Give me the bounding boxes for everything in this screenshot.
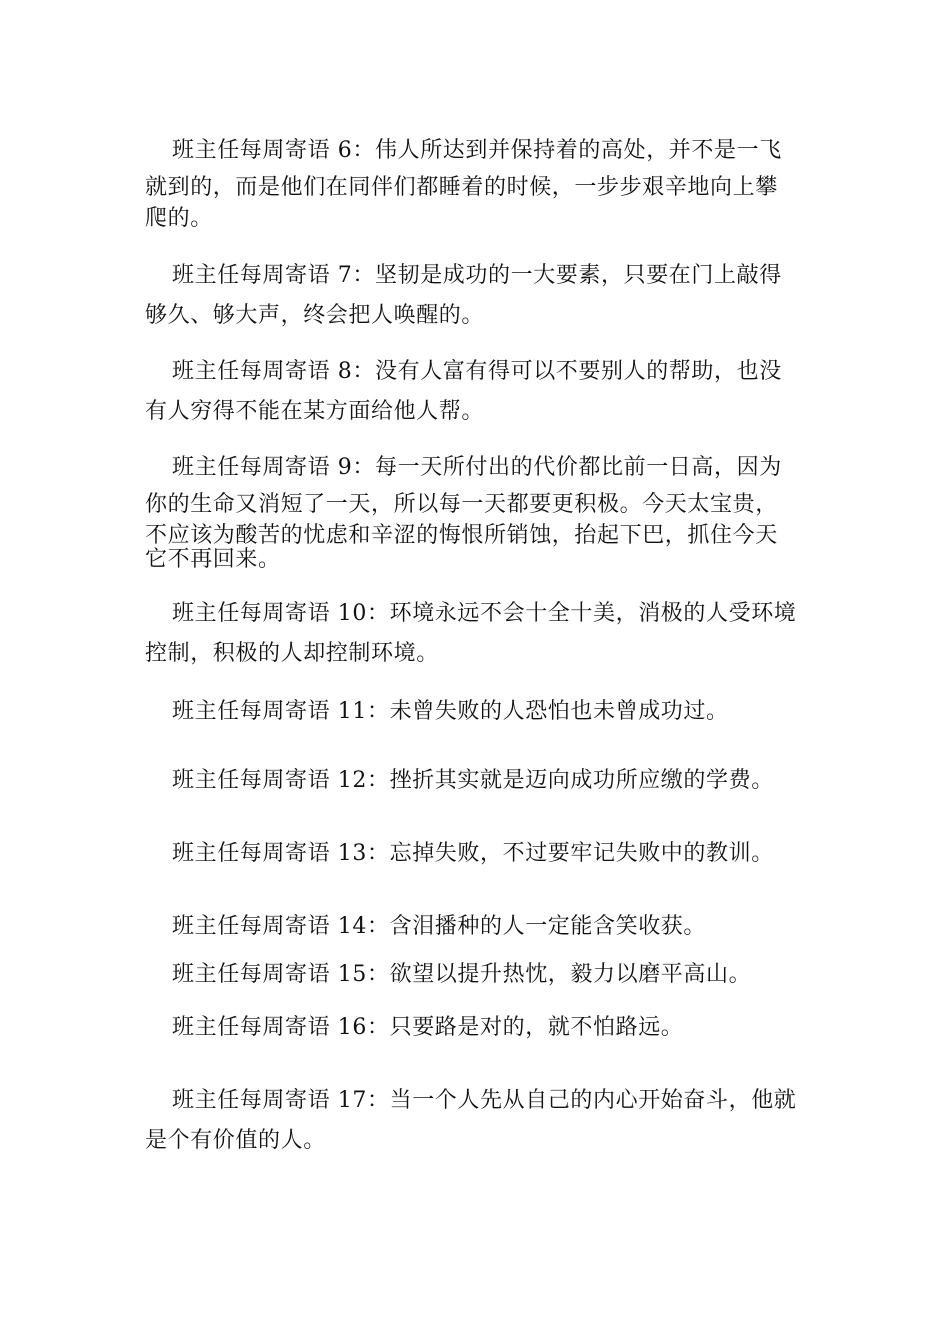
paragraph-line: 爬的。 — [145, 206, 213, 231]
paragraph-17 — [145, 1081, 809, 1161]
paragraph-line: 是个有价值的人。 — [145, 1128, 326, 1153]
paragraph-line: 班主任每周寄语 7：坚韧是成功的一大要素，只要在门上敲得 — [172, 263, 782, 288]
paragraph-line: 它不再回来。 — [145, 547, 281, 572]
paragraph-line: 班主任每周寄语 14：含泪播种的人一定能含笑收获。 — [172, 914, 706, 939]
paragraph-line: 不应该为酸苦的忧虑和辛涩的悔恨所销蚀，抬起下巴，抓住今天 — [145, 523, 778, 548]
paragraph-6 — [145, 133, 809, 230]
paragraph-13 — [145, 836, 809, 871]
paragraph-line: 班主任每周寄语 15：欲望以提升热忱，毅力以磨平高山。 — [172, 962, 752, 987]
paragraph-line: 就到的，而是他们在同伴们都睡着的时候，一步步艰辛地向上攀 — [145, 175, 778, 200]
paragraph-9 — [145, 450, 809, 573]
paragraph-11 — [145, 694, 809, 729]
paragraph-line: 班主任每周寄语 6：伟人所达到并保持着的高处，并不是一飞 — [172, 138, 782, 163]
paragraph-line: 班主任每周寄语 16：只要路是对的，就不怕路远。 — [172, 1015, 684, 1040]
paragraph-line: 有人穷得不能在某方面给他人帮。 — [145, 399, 485, 424]
paragraph-8 — [145, 352, 809, 432]
paragraph-line: 班主任每周寄语 11：未曾失败的人恐怕也未曾成功过。 — [172, 699, 729, 724]
paragraph-line: 控制，积极的人却控制环境。 — [145, 641, 439, 666]
paragraph-line: 你的生命又消短了一天，所以每一天都要更积极。今天太宝贵， — [145, 492, 778, 517]
paragraph-16 — [145, 1010, 809, 1045]
paragraph-line: 够久、够大声，终会把人唤醒的。 — [145, 303, 485, 328]
paragraph-7 — [145, 256, 809, 336]
paragraph-12 — [145, 763, 809, 798]
paragraph-10 — [145, 594, 809, 674]
paragraph-15 — [145, 957, 809, 992]
paragraph-line: 班主任每周寄语 8：没有人富有得可以不要别人的帮助，也没 — [172, 359, 782, 384]
paragraph-line: 班主任每周寄语 10：环境永远不会十全十美，消极的人受环境 — [172, 601, 797, 626]
paragraph-line: 班主任每周寄语 17：当一个人先从自己的内心开始奋斗，他就 — [172, 1088, 797, 1113]
paragraph-14 — [145, 909, 809, 944]
paragraph-line: 班主任每周寄语 9：每一天所付出的代价都比前一日高，因为 — [172, 455, 782, 480]
paragraph-line: 班主任每周寄语 13：忘掉失败，不过要牢记失败中的教训。 — [172, 841, 774, 866]
paragraph-line: 班主任每周寄语 12：挫折其实就是迈向成功所应缴的学费。 — [172, 768, 774, 793]
